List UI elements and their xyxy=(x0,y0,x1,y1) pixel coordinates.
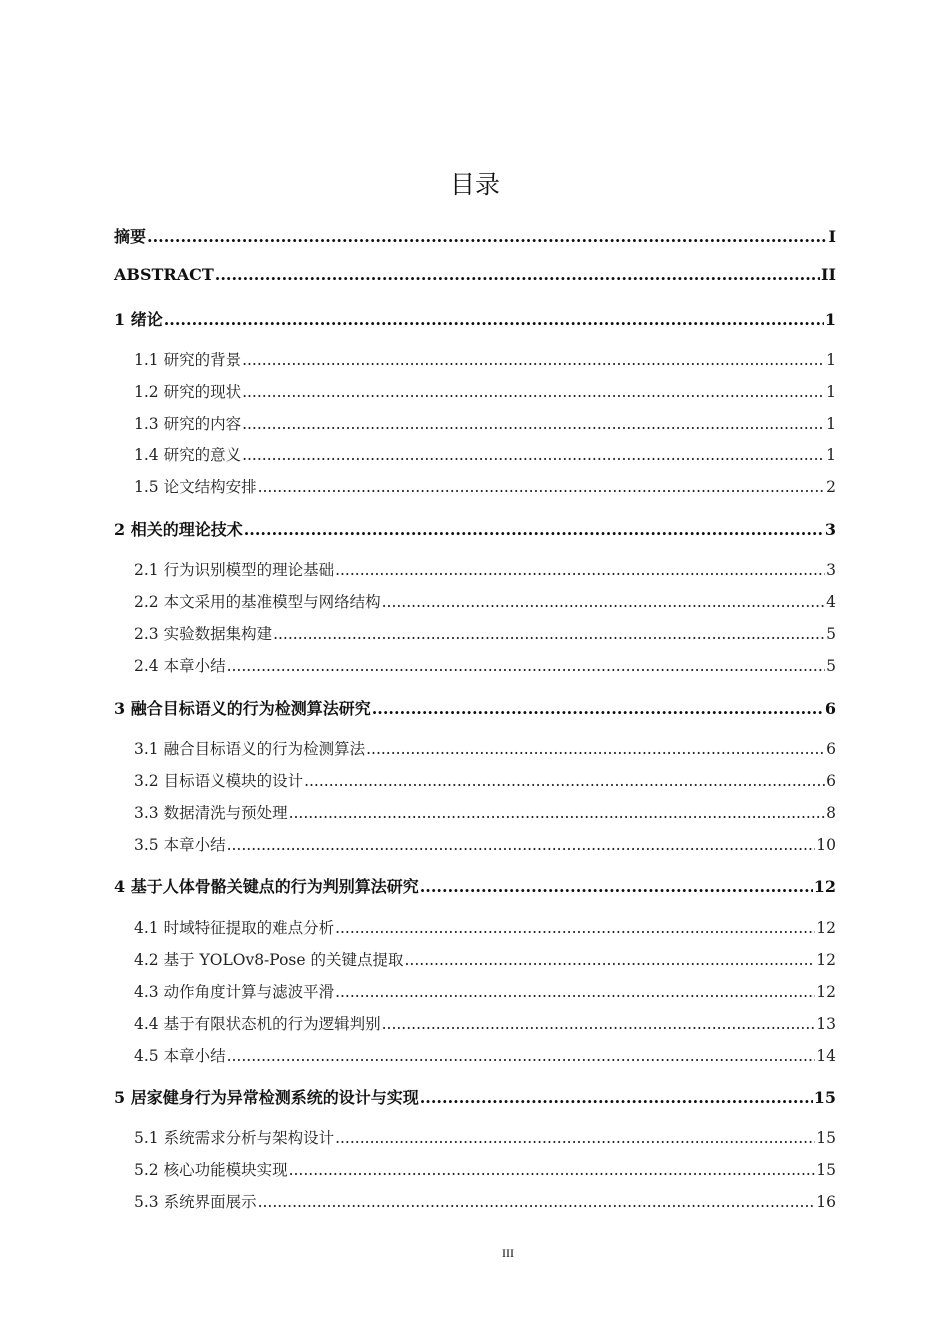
toc-entry-label: 5.2 核心功能模块实现 xyxy=(134,1161,288,1179)
toc-page-number: 5 xyxy=(826,625,836,643)
toc-entry-label: 4.5 本章小结 xyxy=(134,1047,226,1065)
toc-entry-label: 4.4 基于有限状态机的行为逻辑判别 xyxy=(134,1015,381,1033)
toc-dot-leader xyxy=(304,772,825,790)
toc-page-number: 6 xyxy=(826,740,836,758)
toc-page-number: 5 xyxy=(826,657,836,675)
toc-chapter-entry[interactable] xyxy=(114,696,836,719)
toc-entry-label: 2.3 实验数据集构建 xyxy=(134,625,273,643)
toc-section-entry[interactable] xyxy=(134,916,836,938)
toc-page-number: 1 xyxy=(824,310,836,329)
toc-entry-label: 2.1 行为识别模型的理论基础 xyxy=(134,561,335,579)
toc-dot-leader xyxy=(227,1047,816,1065)
toc-section-entry[interactable] xyxy=(134,348,836,370)
toc-page-number: I xyxy=(828,227,836,246)
toc-page-number: 15 xyxy=(816,1161,836,1179)
toc-page-number: 1 xyxy=(826,446,836,464)
toc-entry-label: 1.1 研究的背景 xyxy=(134,351,242,369)
toc-section-entry[interactable] xyxy=(134,769,836,791)
toc-section-entry[interactable] xyxy=(134,1158,836,1180)
toc-title: 目录 xyxy=(449,170,500,199)
toc-page-number: 1 xyxy=(826,351,836,369)
toc-chapter-entry[interactable] xyxy=(114,224,836,247)
toc-entry-label: ABSTRACT xyxy=(114,265,214,284)
toc-section-entry[interactable] xyxy=(134,654,836,676)
toc-chapter-entry[interactable] xyxy=(114,265,836,284)
toc-entry-label: 3.2 目标语义模块的设计 xyxy=(134,772,304,790)
toc-page-number: 1 xyxy=(826,415,836,433)
toc-section-entry[interactable] xyxy=(134,948,836,970)
toc-dot-leader xyxy=(335,919,815,937)
toc-page-number: 4 xyxy=(826,593,836,611)
toc-chapter-entry[interactable] xyxy=(114,1085,836,1108)
toc-dot-leader xyxy=(258,478,826,496)
toc-page-number: 15 xyxy=(816,1129,836,1147)
toc-entry-label: 2.4 本章小结 xyxy=(134,657,226,675)
toc-entry-label: 2 相关的理论技术 xyxy=(114,520,243,539)
toc-entry-label: 3.1 融合目标语义的行为检测算法 xyxy=(134,740,366,758)
toc-entry-label: 1.5 论文结构安排 xyxy=(134,478,257,496)
toc-entry-label: 4.1 时域特征提取的难点分析 xyxy=(134,919,335,937)
toc-page-number: 12 xyxy=(816,983,836,1001)
toc-dot-leader xyxy=(372,699,824,718)
toc-page-number: II xyxy=(821,265,836,284)
toc-dot-leader xyxy=(366,740,825,758)
toc-page-number: 3 xyxy=(826,561,836,579)
toc-section-entry[interactable] xyxy=(134,412,836,434)
toc-page-number: 15 xyxy=(813,1088,836,1107)
toc-dot-leader xyxy=(215,265,820,284)
toc-section-entry[interactable] xyxy=(134,833,836,855)
toc-page-number: 10 xyxy=(816,836,836,854)
toc-dot-leader xyxy=(244,520,824,539)
toc-page-number: 2 xyxy=(826,478,836,496)
toc-dot-leader xyxy=(335,561,825,579)
toc-section-entry[interactable] xyxy=(134,475,836,497)
toc-entry-label: 4.2 基于 YOLOv8-Pose 的关键点提取 xyxy=(134,951,404,969)
toc-section-entry[interactable] xyxy=(134,590,836,612)
toc-entry-label: 3 融合目标语义的行为检测算法研究 xyxy=(114,699,371,718)
toc-page-number: 1 xyxy=(826,383,836,401)
toc-entry-label: 5 居家健身行为异常检测系统的设计与实现 xyxy=(114,1088,419,1107)
toc-dot-leader xyxy=(242,415,825,433)
toc-entry-label: 2.2 本文采用的基准模型与网络结构 xyxy=(134,593,381,611)
toc-entry-label: 1 绪论 xyxy=(114,310,163,329)
toc-entry-label: 3.3 数据清洗与预处理 xyxy=(134,804,288,822)
toc-page-number: 12 xyxy=(816,919,836,937)
toc-section-entry[interactable] xyxy=(134,737,836,759)
toc-dot-leader xyxy=(227,657,826,675)
toc-dot-leader xyxy=(382,1015,816,1033)
toc-dot-leader xyxy=(289,1161,816,1179)
toc-section-entry[interactable] xyxy=(134,1126,836,1148)
toc-chapter-entry[interactable] xyxy=(114,874,836,897)
toc-section-entry[interactable] xyxy=(134,801,836,823)
toc-page-number: 8 xyxy=(826,804,836,822)
toc-entry-label: 4 基于人体骨骼关键点的行为判别算法研究 xyxy=(114,877,419,896)
toc-entry-label: 1.4 研究的意义 xyxy=(134,446,242,464)
toc-entry-label: 摘要 xyxy=(114,227,147,246)
toc-entry-label: 1.2 研究的现状 xyxy=(134,383,242,401)
toc-dot-leader xyxy=(242,351,825,369)
toc-chapter-entry[interactable] xyxy=(114,307,836,330)
page-number-footer: III xyxy=(502,1246,514,1260)
toc-section-entry[interactable] xyxy=(134,380,836,402)
toc-entry-label: 1.3 研究的内容 xyxy=(134,415,242,433)
toc-section-entry[interactable] xyxy=(134,443,836,465)
toc-dot-leader xyxy=(420,877,813,896)
toc-dot-leader xyxy=(273,625,825,643)
toc-entry-label: 5.1 系统需求分析与架构设计 xyxy=(134,1129,335,1147)
toc-dot-leader xyxy=(405,951,816,969)
toc-dot-leader xyxy=(242,383,825,401)
toc-dot-leader xyxy=(164,310,824,329)
toc-page-number: 13 xyxy=(816,1015,836,1033)
toc-page-number: 14 xyxy=(816,1047,836,1065)
toc-dot-leader xyxy=(420,1088,813,1107)
toc-dot-leader xyxy=(258,1193,816,1211)
toc-chapter-entry[interactable] xyxy=(114,517,836,540)
toc-dot-leader xyxy=(147,227,828,246)
toc-page-number: 3 xyxy=(824,520,836,539)
toc-entry-label: 5.3 系统界面展示 xyxy=(134,1193,257,1211)
toc-page-number: 16 xyxy=(816,1193,836,1211)
toc-page-number: 12 xyxy=(816,951,836,969)
toc-section-entry[interactable] xyxy=(134,1190,836,1212)
toc-entry-label: 4.3 动作角度计算与滤波平滑 xyxy=(134,983,335,1001)
toc-dot-leader xyxy=(335,983,815,1001)
toc-dot-leader xyxy=(242,446,825,464)
toc-page-number: 6 xyxy=(824,699,836,718)
toc-section-entry[interactable] xyxy=(134,1044,836,1066)
toc-section-entry[interactable] xyxy=(134,1012,836,1034)
toc-entry-label: 3.5 本章小结 xyxy=(134,836,226,854)
toc-page-number: 12 xyxy=(813,877,836,896)
toc-section-entry[interactable] xyxy=(134,558,836,580)
toc-dot-leader xyxy=(382,593,826,611)
toc-page-number: 6 xyxy=(826,772,836,790)
toc-dot-leader xyxy=(335,1129,815,1147)
toc-dot-leader xyxy=(289,804,826,822)
toc-section-entry[interactable] xyxy=(134,622,836,644)
toc-section-entry[interactable] xyxy=(134,980,836,1002)
toc-dot-leader xyxy=(227,836,816,854)
